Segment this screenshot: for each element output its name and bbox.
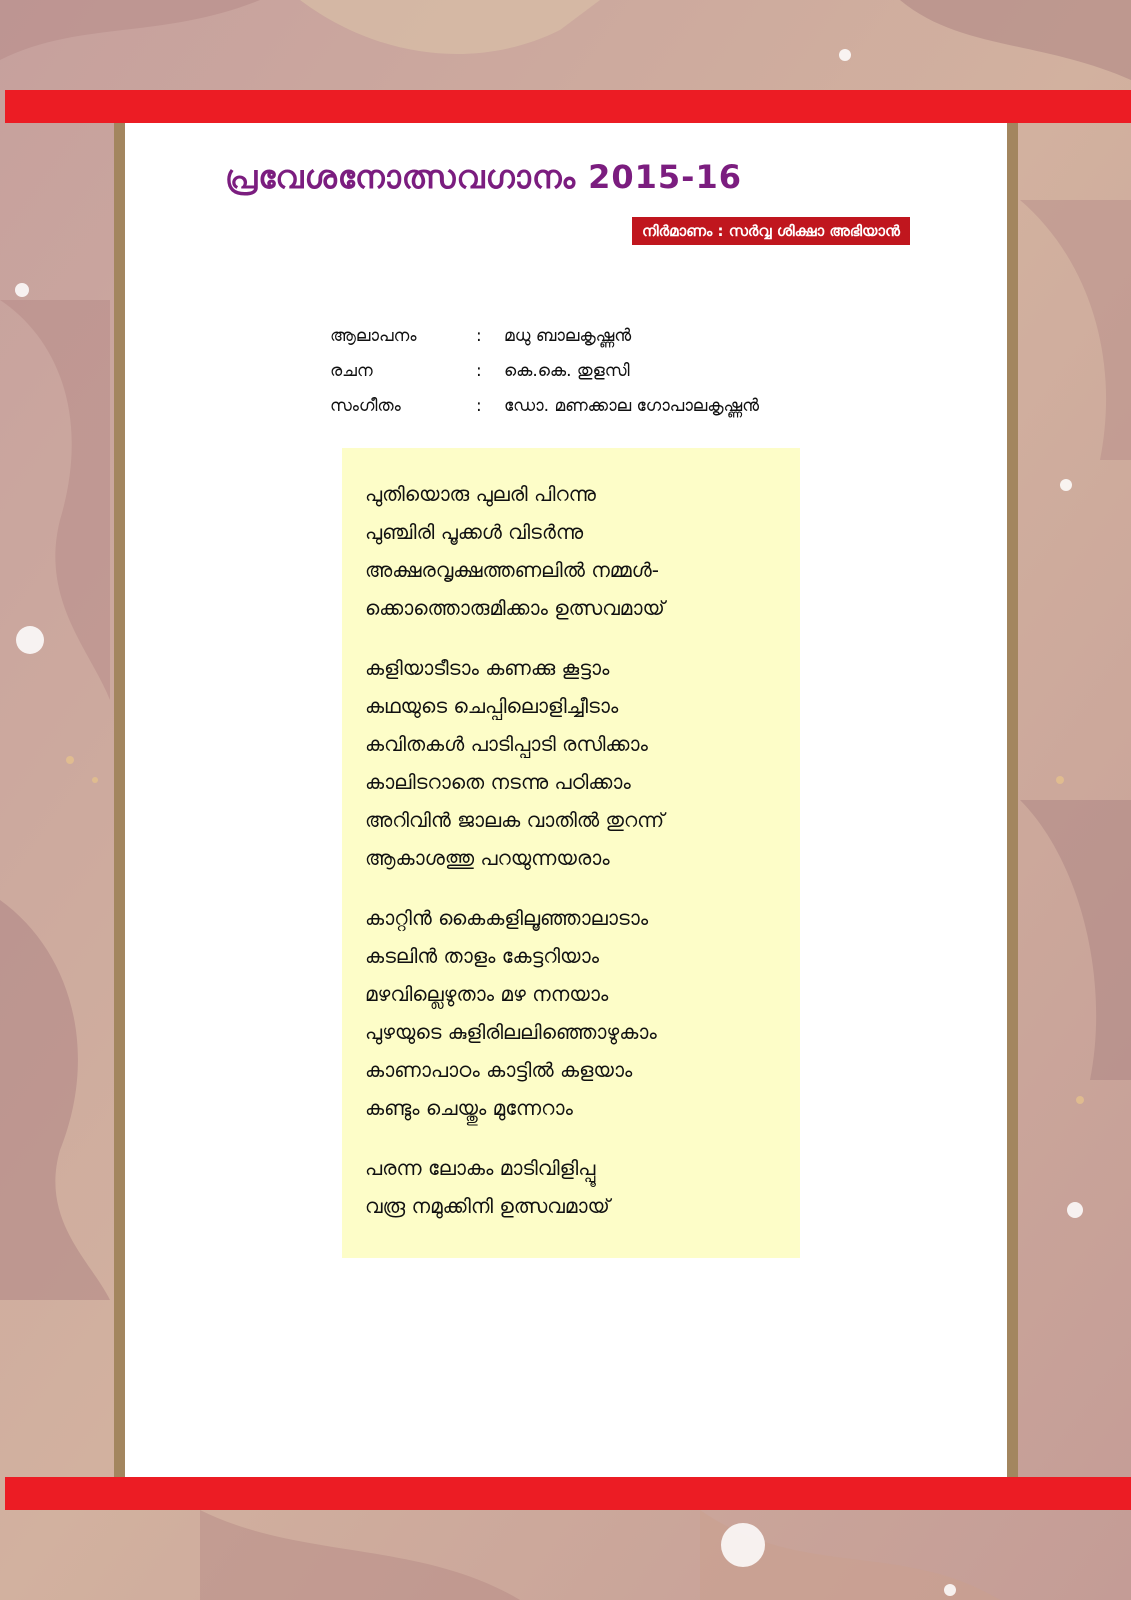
poem-line: കാറ്റിൻ കൈകളിലൂഞ്ഞാലാടാം	[365, 906, 649, 930]
poem-line: ക്കൊത്തൊരുമിക്കാം ഉത്സവമായ്	[365, 596, 665, 620]
poem-line: വരൂ നമുക്കിനി ഉത്സവമായ്	[365, 1194, 610, 1218]
poem-line: പുതിയൊരു പുലരി പിറന്നു	[365, 482, 596, 506]
poem-line: കളിയാടീടാം കണക്കു കൂട്ടാം	[365, 656, 610, 680]
poem-lyrics	[365, 475, 795, 1247]
stanza	[365, 475, 795, 627]
poem-line: കഥയുടെ ചെപ്പിലൊളിച്ചീടാം	[365, 694, 619, 718]
credit-value: കെ.കെ. തുളസി	[504, 360, 630, 381]
credit-label: സംഗീതം	[330, 395, 401, 416]
poem-line: പുഴയുടെ കുളിരിലലിഞ്ഞൊഴുകാം	[365, 1020, 657, 1044]
stanza	[365, 899, 795, 1127]
top-red-band	[5, 90, 1131, 123]
credit-row-lyrics	[330, 353, 950, 388]
credit-separator: :	[476, 325, 482, 346]
poem-line: കാണാപാഠം കാട്ടിൽ കളയാം	[365, 1058, 633, 1082]
credits-list	[330, 318, 950, 423]
credit-label: ആലാപനം	[330, 325, 417, 346]
credit-row-singer	[330, 318, 950, 353]
poem-line: അറിവിൻ ജാലക വാതിൽ തുറന്ന്	[365, 808, 665, 832]
credit-separator: :	[476, 360, 482, 381]
stanza	[365, 649, 795, 877]
song-title: പ്രവേശനോത്സവഗാനം 2015-16	[225, 158, 742, 196]
poem-line: കവിതകൾ പാടിപ്പാടി രസിക്കാം	[365, 732, 648, 756]
poem-line: പുഞ്ചിരി പൂക്കൾ വിടർന്നു	[365, 520, 584, 544]
credit-separator: :	[476, 395, 482, 416]
poem-line: അക്ഷരവൃക്ഷത്തണലിൽ നമ്മൾ-	[365, 558, 659, 582]
credit-row-music	[330, 388, 950, 423]
poem-line: പരന്ന ലോകം മാടിവിളിപ്പൂ	[365, 1156, 596, 1180]
credit-value: മധു ബാലകൃഷ്ണൻ	[504, 325, 632, 346]
credit-value: ഡോ. മണക്കാല ഗോപാലകൃഷ്ണൻ	[504, 395, 760, 416]
poem-line: കാലിടറാതെ നടന്നു പഠിക്കാം	[365, 770, 631, 794]
poem-line: ആകാശത്തു പറയുന്നയരാം	[365, 846, 610, 870]
poem-line: മഴവില്ലെഴുതാം മഴ നനയാം	[365, 982, 609, 1006]
poem-line: കണ്ടും ചെയ്തും മുന്നേറാം	[365, 1096, 573, 1120]
stanza	[365, 1149, 795, 1225]
bottom-red-band	[5, 1477, 1131, 1510]
credit-label: രചന	[330, 360, 373, 381]
production-badge: നിർമാണം : സർവ്വ ശിക്ഷാ അഭിയാൻ	[632, 217, 910, 245]
poem-line: കടലിൻ താളം കേട്ടറിയാം	[365, 944, 599, 968]
